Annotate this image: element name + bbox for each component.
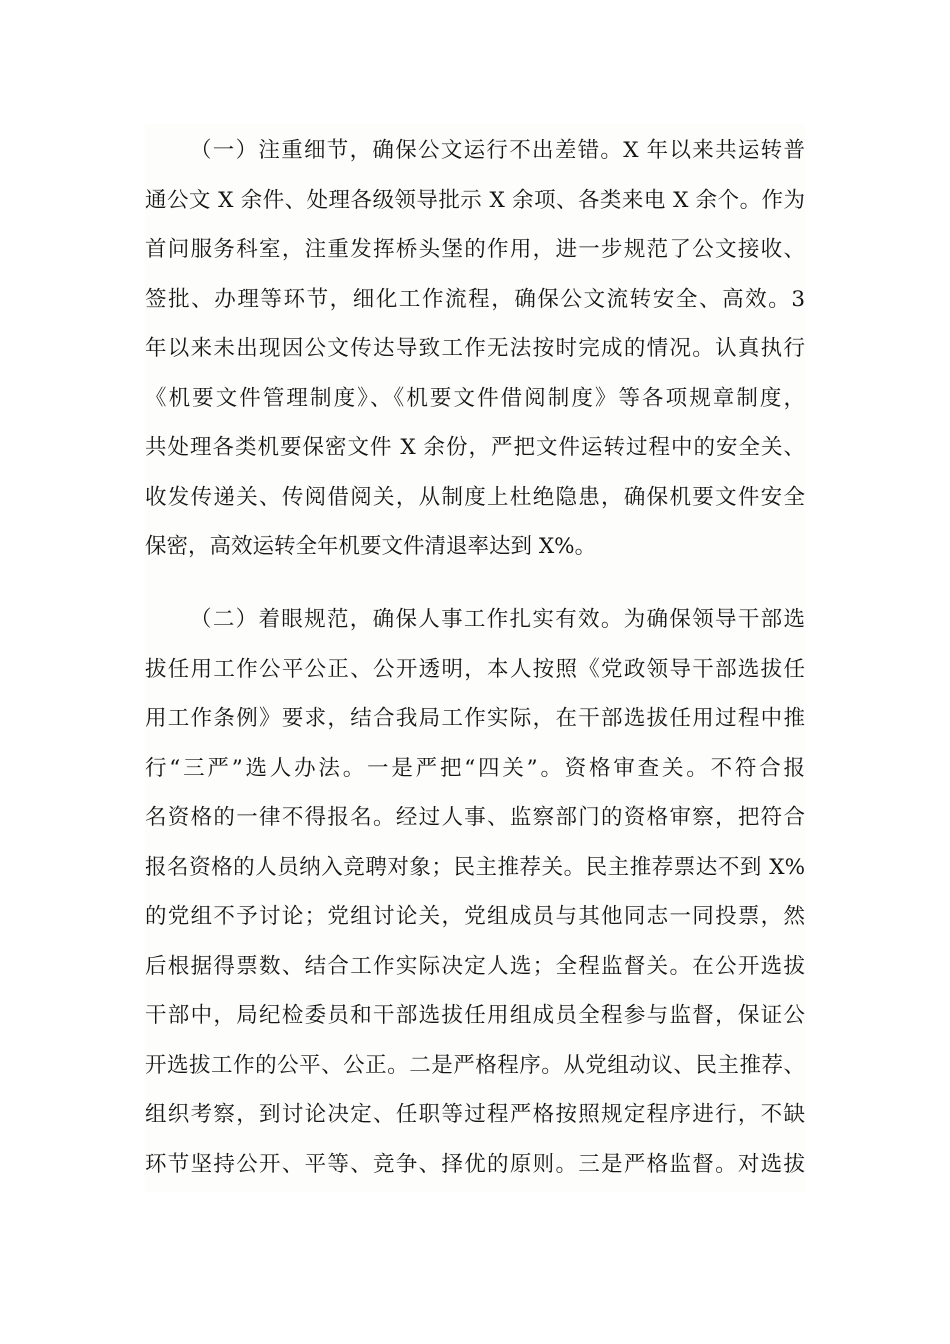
paragraph-2-line-12: 环节坚持公开、平等、竞争、择优的原则。三是严格监督。对选拔 (145, 1152, 805, 1177)
paragraph-1-line-1: （一）注重细节，确保公文运行不出差错。X 年以来共运转普 (190, 138, 805, 163)
paragraph-1-line-2: 通公文 X 余件、处理各级领导批示 X 余项、各类来电 X 余个。作为 (145, 188, 805, 213)
paragraph-1-line-8: 收发传递关、传阅借阅关，从制度上杜绝隐患，确保机要文件安全 (145, 485, 805, 510)
paragraph-2-line-1: （二）着眼规范，确保人事工作扎实有效。为确保领导干部选 (190, 607, 805, 632)
paragraph-1-line-5: 年以来未出现因公文传达导致工作无法按时完成的情况。认真执行 (145, 336, 805, 361)
paragraph-1-line-9: 保密，高效运转全年机要文件清退率达到 X%。 (145, 534, 597, 559)
paragraph-1-line-4: 签批、办理等环节，细化工作流程，确保公文流转安全、高效。3 (145, 287, 805, 312)
document-body (145, 124, 805, 1192)
paragraph-2-line-11: 组织考察，到讨论决定、任职等过程严格按照规定程序进行，不缺 (145, 1102, 805, 1127)
paragraph-2-line-7: 的党组不予讨论；党组讨论关，党组成员与其他同志一同投票，然 (145, 904, 805, 929)
paragraph-2-line-4: 行“三严”选人办法。一是严把“四关”。资格审查关。不符合报 (145, 756, 805, 781)
paragraph-2-line-8: 后根据得票数、结合工作实际决定人选；全程监督关。在公开选拔 (145, 954, 805, 979)
paragraph-2-line-5: 名资格的一律不得报名。经过人事、监察部门的资格审察，把符合 (145, 805, 805, 830)
paragraph-1-line-6: 《机要文件管理制度》、《机要文件借阅制度》等各项规章制度， (145, 386, 805, 411)
paragraph-2-line-9: 干部中，局纪检委员和干部选拔任用组成员全程参与监督，保证公 (145, 1003, 805, 1028)
paragraph-2-line-10: 开选拔工作的公平、公正。二是严格程序。从党组动议、民主推荐、 (145, 1053, 805, 1078)
paragraph-2-line-3: 用工作条例》要求，结合我局工作实际，在干部选拔任用过程中推 (145, 706, 805, 731)
paragraph-1-line-3: 首问服务科室，注重发挥桥头堡的作用，进一步规范了公文接收、 (145, 237, 805, 262)
paragraph-1-line-7: 共处理各类机要保密文件 X 余份，严把文件运转过程中的安全关、 (145, 435, 805, 460)
paragraph-2-line-6: 报名资格的人员纳入竞聘对象；民主推荐关。民主推荐票达不到 X% (145, 855, 805, 880)
paragraph-2-line-2: 拔任用工作公平公正、公开透明，本人按照《党政领导干部选拔任 (145, 657, 805, 682)
